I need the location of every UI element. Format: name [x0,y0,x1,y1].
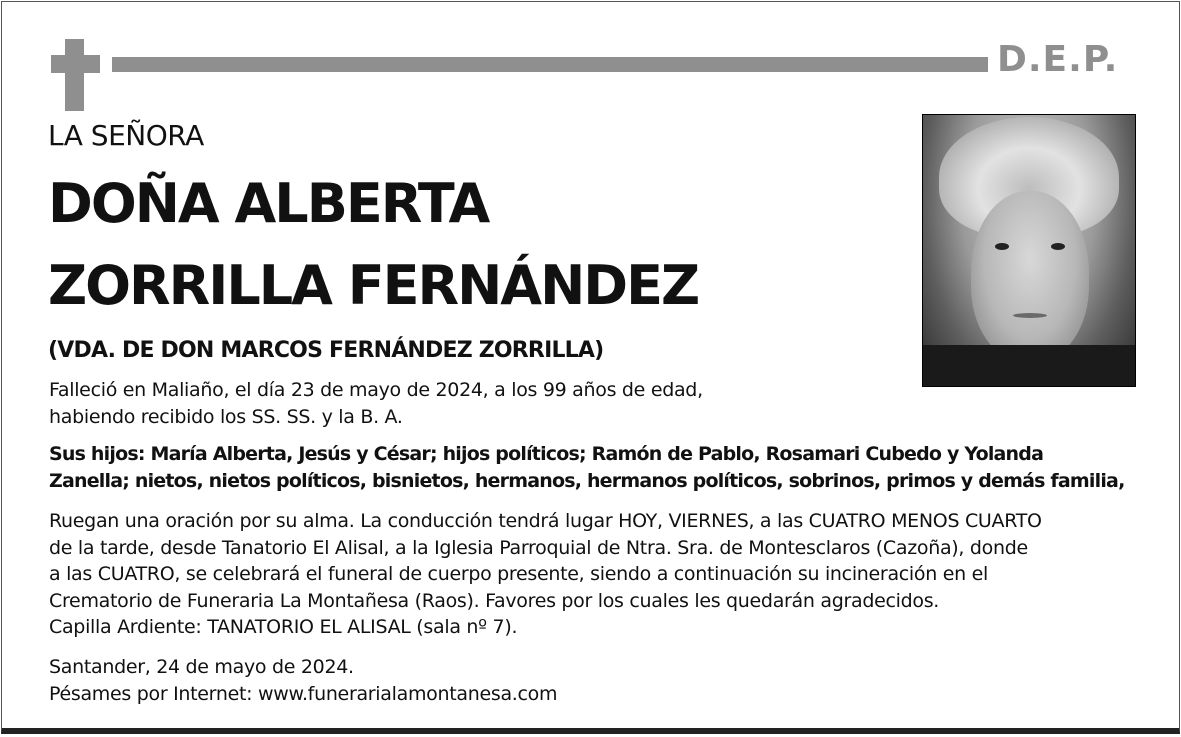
cross-icon-bar [51,55,100,73]
death-info-line: habiendo recibido los SS. SS. y la B. A. [49,406,403,428]
portrait-clothing [923,345,1135,387]
death-info-line: Falleció en Maliaño, el día 23 de mayo de 2024, a los 99 años de edad, [49,379,703,401]
family-line: Sus hijos: María Alberta, Jesús y César; hijos políticos; Ramón de Pablo, Rosamari Cubedo y Yolanda [49,443,1044,465]
place-date: Santander, 24 de mayo de 2024. [49,656,354,678]
cross-icon [65,39,84,111]
portrait-face [971,191,1089,361]
service-line: Ruegan una oración por su alma. La conducción tendrá lugar HOY, VIERNES, a las CUATRO MENOS CUARTO [49,510,1042,532]
portrait-eye [1051,243,1065,250]
service-line: de la tarde, desde Tanatorio El Alisal, a la Iglesia Parroquial de Ntra. Sra. de Montesclaros (Cazoña), donde [49,537,1028,559]
deceased-name-line-1: DOÑA ALBERTA [48,172,489,235]
portrait-photo [922,114,1136,387]
chapel-line: Capilla Ardiente: TANATORIO EL ALISAL (sala nº 7). [49,616,518,638]
header-rule [112,57,988,72]
service-line: a las CUATRO, se celebrará el funeral de cuerpo presente, siendo a continuación su incineración en el [49,563,988,585]
dep-label: D.E.P. [997,39,1119,80]
honorific: LA SEÑORA [48,119,204,152]
family-line: Zanella; nietos, nietos políticos, bisnietos, hermanos, hermanos políticos, sobrinos, primos y demás familia, [49,470,1125,492]
portrait-eye [995,243,1009,250]
condolences-line: Pésames por Internet: www.funerarialamontanesa.com [49,683,558,705]
widow-of: (VDA. DE DON MARCOS FERNÁNDEZ ZORRILLA) [48,338,604,363]
deceased-name-line-2: ZORRILLA FERNÁNDEZ [48,254,699,317]
portrait-mouth [1013,313,1047,318]
obituary-notice [1,1,1180,734]
service-line: Crematorio de Funeraria La Montañesa (Raos). Favores por los cuales les quedarán agradecidos. [49,590,940,612]
